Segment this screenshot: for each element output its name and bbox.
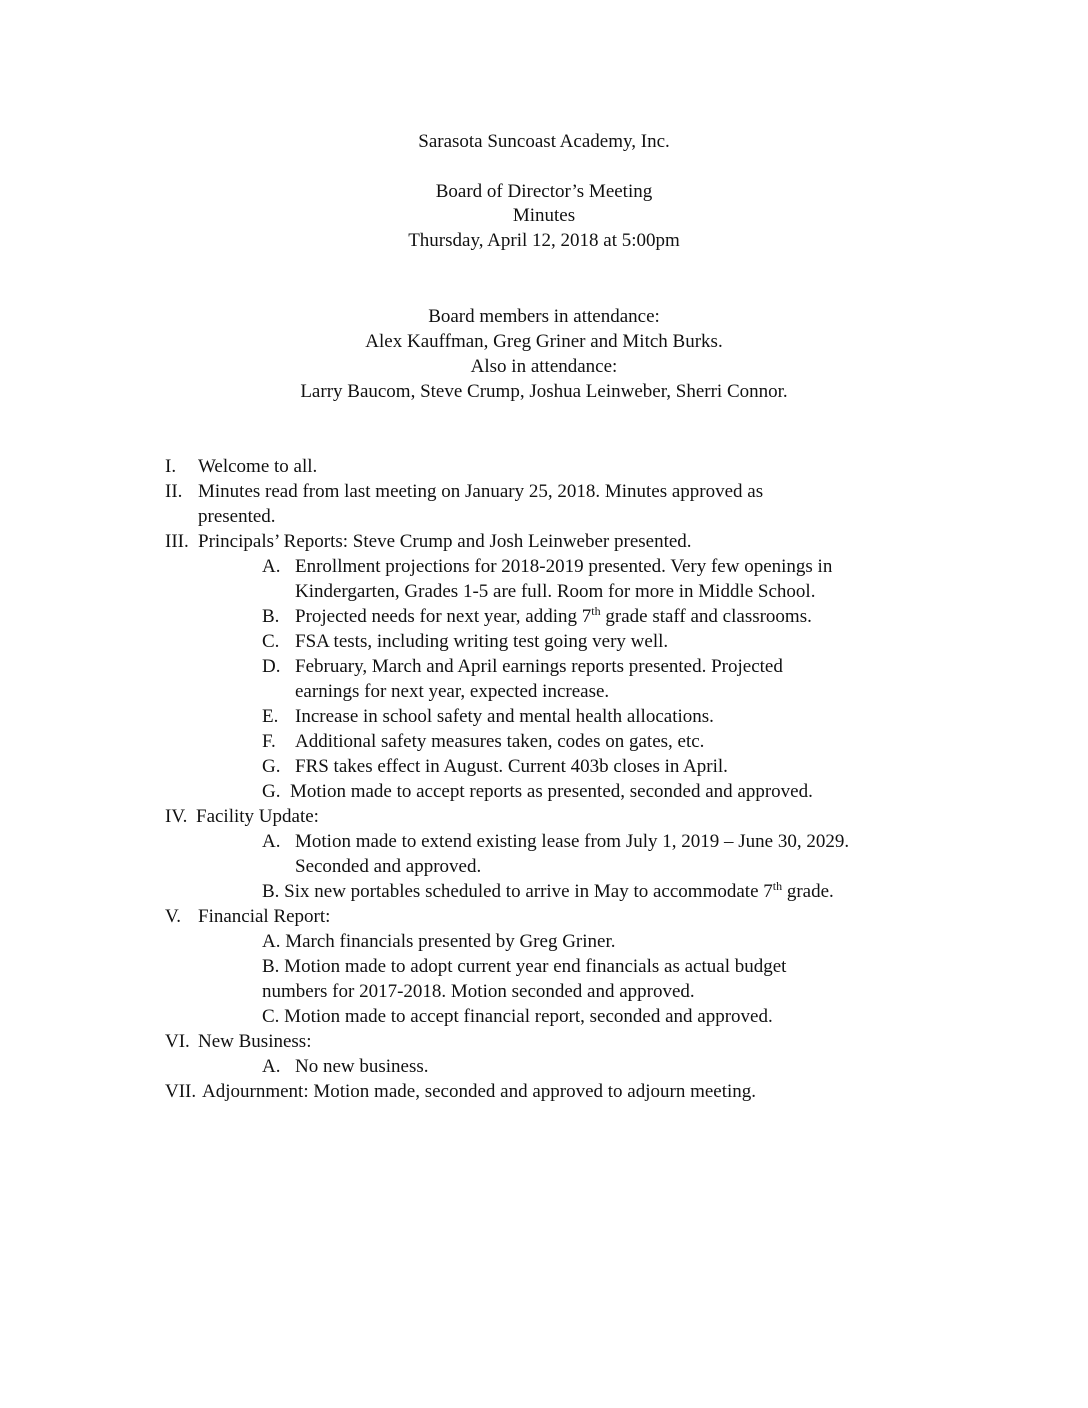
subitem-text-continued: earnings for next year, expected increase.: [295, 681, 610, 702]
subitem-text: FSA tests, including writing test going very well.: [295, 631, 669, 652]
subitem-text: Additional safety measures taken, codes on gates, etc.: [295, 731, 705, 752]
subitem-letter: B.: [262, 606, 280, 627]
subitem-letter: A.: [262, 831, 281, 852]
subitem-text-part: Projected needs for next year, adding 7: [295, 606, 592, 627]
subitem-text: [295, 605, 812, 629]
subitem-text: Increase in school safety and mental health allocations.: [295, 706, 714, 727]
subitem-letter: C.: [262, 631, 280, 652]
subitem-text-continued: numbers for 2017-2018. Motion seconded and approved.: [262, 981, 695, 1002]
document-type: Minutes: [512, 205, 576, 226]
item-text: Principals’ Reports: Steve Crump and Josh Leinweber presented.: [198, 531, 692, 552]
organization-name: Sarasota Suncoast Academy, Inc.: [418, 131, 670, 152]
subitem-text: A. March financials presented by Greg Griner.: [262, 931, 616, 952]
subitem-letter: F.: [262, 731, 276, 752]
item-text: Financial Report:: [198, 906, 331, 927]
meeting-date: Thursday, April 12, 2018 at 5:00pm: [408, 230, 680, 251]
subitem-text-continued: Seconded and approved.: [295, 856, 482, 877]
subitem-letter: A.: [262, 556, 281, 577]
subitem-letter: G.: [262, 781, 281, 802]
subitem-text-part: grade staff and classrooms.: [600, 606, 812, 627]
item-text: Facility Update:: [196, 806, 319, 827]
ordinal-superscript: th: [591, 604, 601, 618]
item-text: Minutes read from last meeting on January 25, 2018. Minutes approved as: [198, 481, 764, 502]
subitem-text: Motion made to accept reports as presented, seconded and approved.: [290, 781, 813, 802]
subitem-text-part: B. Six new portables scheduled to arrive in May to accommodate 7: [262, 881, 773, 902]
item-number: III.: [165, 531, 189, 552]
subitem-text: FRS takes effect in August. Current 403b closes in April.: [295, 756, 728, 777]
subitem-text: No new business.: [295, 1056, 429, 1077]
ordinal-superscript: th: [772, 879, 783, 893]
also-attendance-list: Larry Baucom, Steve Crump, Joshua Leinweber, Sherri Connor.: [300, 381, 788, 402]
subitem-text: Enrollment projections for 2018-2019 presented. Very few openings in: [295, 556, 833, 577]
item-number: II.: [165, 481, 183, 502]
subitem-letter: A.: [262, 1056, 281, 1077]
subitem-text: C. Motion made to accept financial report, seconded and approved.: [262, 1006, 773, 1027]
item-number: IV.: [165, 806, 188, 827]
subitem-text-part: grade.: [782, 881, 834, 902]
subitem-text-continued: Kindergarten, Grades 1-5 are full. Room for more in Middle School.: [295, 581, 816, 602]
item-text: Welcome to all.: [198, 456, 318, 477]
also-attendance-heading: Also in attendance:: [470, 356, 618, 377]
subitem-letter: E.: [262, 706, 279, 727]
meeting-title: Board of Director’s Meeting: [435, 181, 653, 202]
subitem-letter: G.: [262, 756, 281, 777]
item-number: VII.: [165, 1081, 197, 1102]
subitem-text: Motion made to extend existing lease from July 1, 2019 – June 30, 2029.: [295, 831, 850, 852]
item-text-continued: presented.: [198, 506, 276, 527]
subitem-text: February, March and April earnings reports presented. Projected: [295, 656, 783, 677]
item-number: I.: [165, 456, 177, 477]
subitem-text: [262, 880, 834, 904]
board-attendance-heading: Board members in attendance:: [428, 306, 660, 327]
subitem-text: B. Motion made to adopt current year end financials as actual budget: [262, 956, 787, 977]
item-text: Adjournment: Motion made, seconded and approved to adjourn meeting.: [202, 1081, 757, 1102]
item-number: VI.: [165, 1031, 190, 1052]
subitem-letter: D.: [262, 656, 281, 677]
item-text: New Business:: [198, 1031, 312, 1052]
item-number: V.: [165, 906, 182, 927]
board-members-list: Alex Kauffman, Greg Griner and Mitch Burks.: [365, 331, 723, 352]
